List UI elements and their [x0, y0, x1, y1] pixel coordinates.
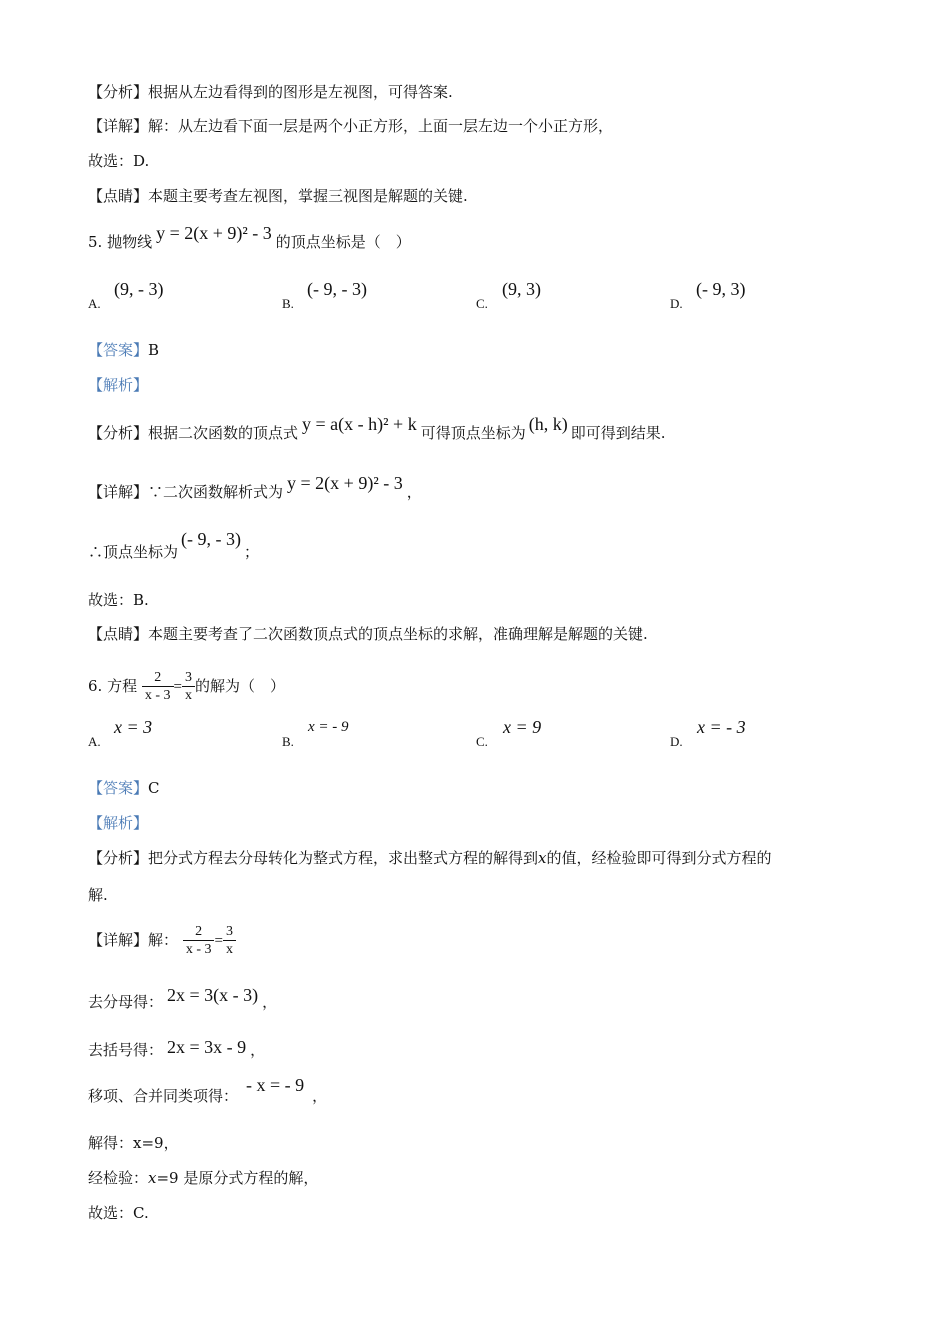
q4-choice: 故选：D. — [88, 152, 150, 170]
q6-step-solve: 解得：x=9， — [88, 1134, 179, 1152]
q6-analysis-cont: 解. — [88, 886, 108, 904]
vertex-form-formula: y = a(x - h)² + k — [302, 414, 417, 434]
q5-option-d-letter: D. — [670, 296, 683, 311]
q6-option-b-letter: B. — [282, 734, 294, 749]
q5-answer: 【答案】B — [88, 341, 160, 359]
q4-analysis: 【分析】根据从左边看得到的图形是左视图，可得答案. — [88, 83, 453, 101]
q6-option-b: x = - 9 — [308, 719, 349, 735]
q6-choice: 故选：C. — [88, 1204, 149, 1222]
q4-comment: 【点睛】本题主要考查左视图，掌握三视图是解题的关键. — [88, 187, 468, 205]
q6-option-c: x = 9 — [503, 717, 542, 737]
q5-option-b-letter: B. — [282, 296, 294, 311]
q6-option-a: x = 3 — [114, 717, 153, 737]
q5-choice: 故选：B. — [88, 591, 149, 609]
q5-formula: y = 2(x + 9)² - 3 — [156, 223, 272, 243]
q5-vertex-result: (- 9, - 3) — [181, 529, 241, 549]
q6-step-remove-denominator: 去分母得： 2x = 3(x - 3) ， — [88, 985, 278, 1011]
q6-step-check: 经检验：x=9 是原分式方程的解， — [88, 1169, 319, 1187]
q5-option-c-letter: C. — [476, 296, 488, 311]
q5-analysis: 【分析】根据二次函数的顶点式 y = a(x - h)² + k 可得顶点坐标为 (h, k) 即可得到结果. — [88, 414, 666, 442]
q5-detail-formula: y = 2(x + 9)² - 3 — [287, 473, 403, 493]
q6-fraction-left: $\frac{2}{x - 3}$ — [142, 670, 174, 704]
q5-option-a-letter: A. — [88, 296, 101, 311]
q6-question: 6. 方程 $\frac{2}{x - 3}$ = $\frac{3}{x}$ 的解为（ ） — [88, 670, 286, 703]
q5-comment: 【点睛】本题主要考查了二次函数顶点式的顶点坐标的求解，准确理解是解题的关键. — [88, 625, 648, 643]
q6-detail: 【详解】解： $\frac{2}{x - 3}$ = $\frac{3}{x}$ — [88, 922, 236, 959]
q6-step-combine: 移项、合并同类项得：- x = - 9， — [88, 1075, 328, 1105]
q6-detail-fraction-right: $\frac{3}{x}$ — [223, 924, 236, 958]
q6-analysis-heading: 【解析】 — [88, 814, 149, 832]
q5-question: 5. 抛物线 y = 2(x + 9)² - 3 的顶点坐标是（ ） — [88, 223, 411, 251]
q5-option-c: (9, 3) — [502, 279, 541, 299]
q6-option-d-letter: D. — [670, 734, 683, 749]
q6-analysis: 【分析】把分式方程去分母转化为整式方程，求出整式方程的解得到x的值，经检验即可得到分式方程的 — [88, 849, 772, 867]
q5-therefore: ∴顶点坐标为(- 9, - 3)； — [88, 529, 260, 561]
q6-detail-fraction-left: $\frac{2}{x - 3}$ — [183, 924, 215, 958]
q6-fraction-right: $\frac{3}{x}$ — [182, 670, 195, 704]
q6-answer: 【答案】C — [88, 779, 160, 797]
q5-analysis-heading: 【解析】 — [88, 376, 149, 394]
q6-option-c-letter: C. — [476, 734, 488, 749]
q6-option-d: x = - 3 — [697, 717, 746, 737]
vertex-point: (h, k) — [528, 414, 568, 434]
q4-detail: 【详解】解：从左边看下面一层是两个小正方形，上面一层左边一个小正方形， — [88, 117, 614, 135]
q5-detail: 【详解】∵二次函数解析式为 y = 2(x + 9)² - 3 ， — [88, 473, 422, 501]
q6-option-a-letter: A. — [88, 734, 101, 749]
q6-step-remove-brackets: 去括号得： 2x = 3x - 9 ， — [88, 1037, 266, 1059]
q5-option-a: (9, - 3) — [114, 279, 164, 299]
q5-option-d: (- 9, 3) — [696, 279, 746, 299]
q5-option-b: (- 9, - 3) — [307, 279, 367, 299]
